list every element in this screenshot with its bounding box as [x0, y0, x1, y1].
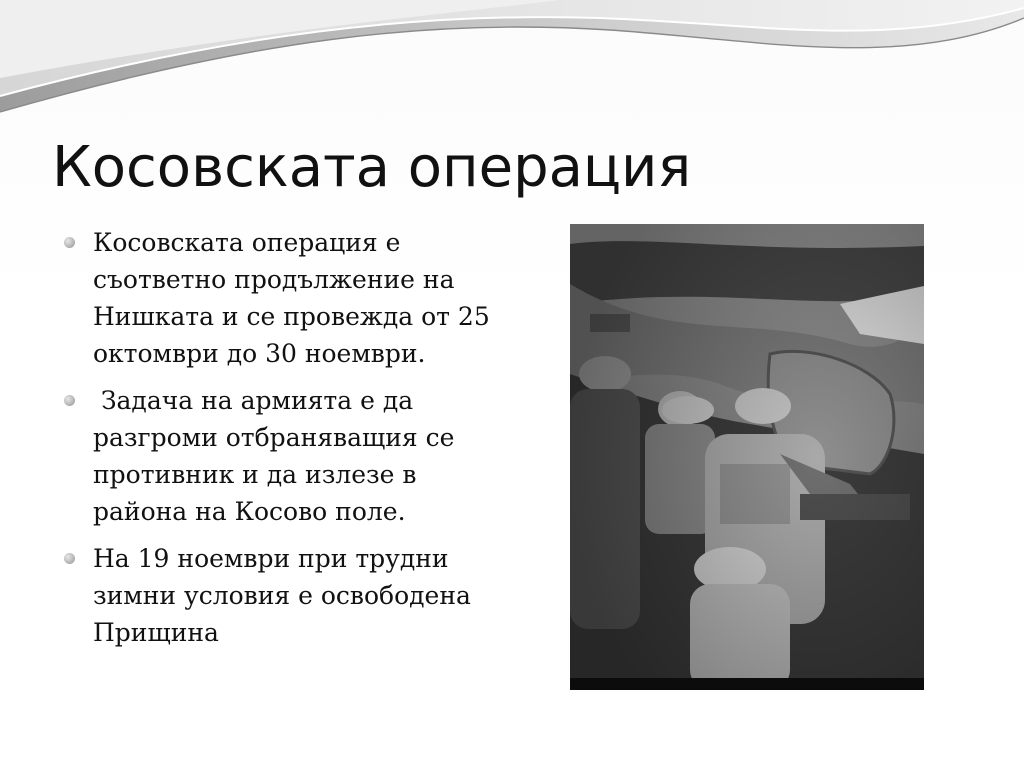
slide-title: Косовската операция	[52, 135, 692, 200]
bullet-item	[60, 382, 500, 530]
bullet-icon	[64, 237, 75, 248]
decorative-wave-header	[0, 0, 1024, 130]
bullet-text: Косовската операция е съответно продължение на Нишката и се провежда от 25 октомври до 30 ноември.	[93, 228, 490, 368]
bullet-text: На 19 ноември при трудни зимни условия е освободена Прищина	[93, 544, 471, 647]
bullet-icon	[64, 395, 75, 406]
bullet-list	[60, 224, 500, 661]
bullet-icon	[64, 553, 75, 564]
bullet-text: Задача на армията е да разгроми отбраняващия се противник и да излезе в района на Косово поле.	[93, 386, 463, 526]
bullet-item	[60, 540, 500, 651]
bullet-item	[60, 224, 500, 372]
historical-photo	[570, 224, 924, 690]
photo-soldiers-trench-icon	[570, 224, 924, 690]
